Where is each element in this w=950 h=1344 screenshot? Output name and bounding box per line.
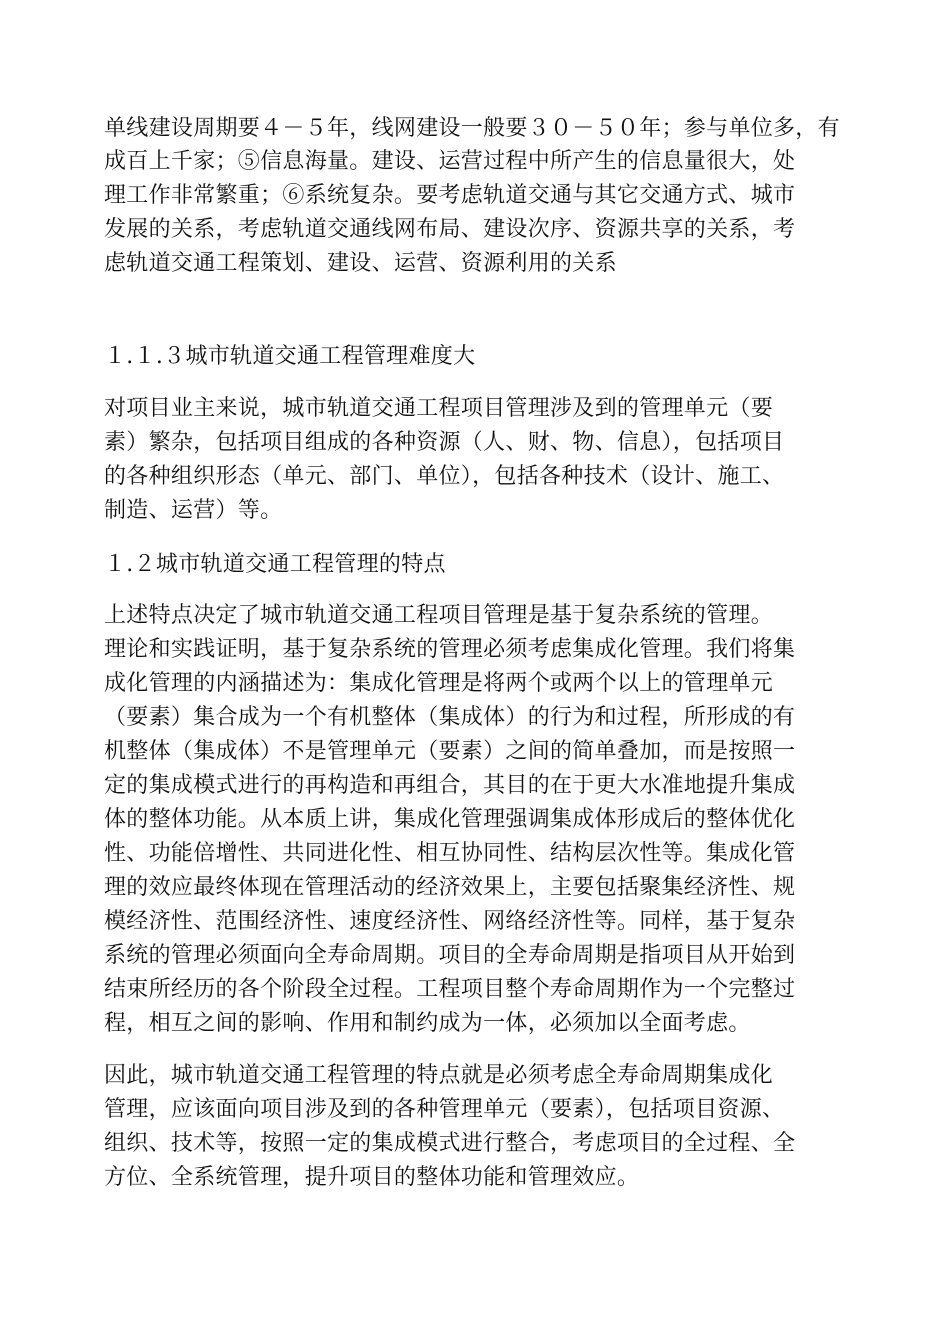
paragraph-3-line: 理的效应最终体现在管理活动的经济效果上，主要包括聚集经济性、规 <box>104 875 796 900</box>
paragraph-2-line: 的各种组织形态（单元、部门、单位），包括各种技术（设计、施工、 <box>104 464 785 489</box>
paragraph-1-line: 单线建设周期要４－５年，线网建设一般要３０－５０年；参与单位多，有 <box>104 116 840 141</box>
paragraph-3-line: 程，相互之间的影响、作用和制约成为一体，必须加以全面考虑。 <box>104 1011 751 1036</box>
paragraph-4-line: 组织、技术等，按照一定的集成模式进行整合，考虑项目的全过程、全 <box>104 1131 796 1156</box>
paragraph-1-line: 发展的关系，考虑轨道交通线网布局、建设次序、资源共享的关系，考 <box>104 217 796 242</box>
paragraph-3-line: 模经济性、范围经济性、速度经济性、网络经济性等。同样，基于复杂 <box>104 909 796 934</box>
paragraph-2-line: 制造、运营）等。 <box>104 498 283 523</box>
paragraph-3-line: 上述特点决定了城市轨道交通工程项目管理是基于复杂系统的管理。 <box>104 603 774 628</box>
paragraph-4-line: 方位、全系统管理，提升项目的整体功能和管理效应。 <box>104 1165 640 1190</box>
paragraph-1-line: 成百上千家；⑤信息海量。建设、运营过程中所产生的信息量很大，处 <box>104 149 796 174</box>
section-heading-1-2: １.２城市轨道交通工程管理的特点 <box>104 552 446 577</box>
paragraph-4-line: 管理，应该面向项目涉及到的各种管理单元（要素），包括项目资源、 <box>104 1097 785 1122</box>
paragraph-4-line: 因此，城市轨道交通工程管理的特点就是必须考虑全寿命周期集成化 <box>104 1063 774 1088</box>
paragraph-3-line: 体的整体功能。从本质上讲，集成化管理强调集成体形成后的整体优化 <box>104 807 796 832</box>
paragraph-3-line: （要素）集合成为一个有机整体（集成体）的行为和过程，所形成的有 <box>104 705 796 730</box>
paragraph-2-line: 对项目业主来说，城市轨道交通工程项目管理涉及到的管理单元（要 <box>104 396 774 421</box>
paragraph-3-line: 系统的管理必须面向全寿命周期。项目的全寿命周期是指项目从开始到 <box>104 943 796 968</box>
paragraph-1-line: 理工作非常繁重；⑥系统复杂。要考虑轨道交通与其它交通方式、城市 <box>104 183 796 208</box>
paragraph-2-line: 素）繁杂，包括项目组成的各种资源（人、财、物、信息），包括项目 <box>104 430 785 455</box>
paragraph-3-line: 成化管理的内涵描述为：集成化管理是将两个或两个以上的管理单元 <box>104 671 774 696</box>
paragraph-1-line: 虑轨道交通工程策划、建设、运营、资源利用的关系 <box>104 251 617 276</box>
paragraph-3-line: 机整体（集成体）不是管理单元（要素）之间的简单叠加，而是按照一 <box>104 739 796 764</box>
paragraph-3-line: 性、功能倍增性、共同进化性、相互协同性、结构层次性等。集成化管 <box>104 841 796 866</box>
paragraph-3-line: 定的集成模式进行的再构造和再组合，其目的在于更大水准地提升集成 <box>104 773 796 798</box>
paragraph-3-line: 理论和实践证明，基于复杂系统的管理必须考虑集成化管理。我们将集 <box>104 637 796 662</box>
section-heading-1-1-3: １.１.３城市轨道交通工程管理难度大 <box>104 344 476 369</box>
paragraph-3-line: 结束所经历的各个阶段全过程。工程项目整个寿命周期作为一个完整过 <box>104 977 796 1002</box>
